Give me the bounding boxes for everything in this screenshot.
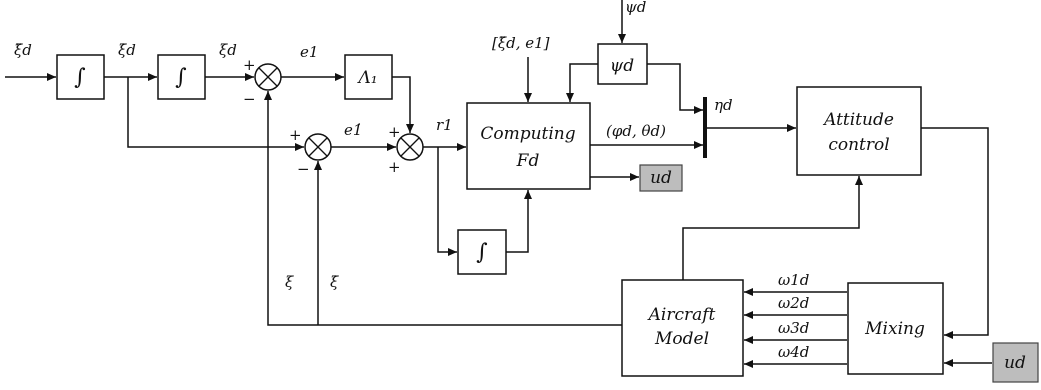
label-e1: e1 [300, 43, 319, 61]
integrator-symbol-2: ∫ [175, 65, 187, 90]
ud-label-bottom: ud [1004, 353, 1026, 373]
wire-int3-computing [506, 190, 528, 252]
label-xi-dot: ξ̇ [330, 273, 339, 291]
attitude-control-block [797, 87, 921, 175]
computing-block [467, 103, 590, 189]
wire-psi-etabar [647, 64, 703, 110]
summing-junction-2 [305, 134, 331, 160]
label-omega4: ω4d [778, 343, 810, 361]
integrator-block-3 [458, 230, 506, 274]
wire-xidot-sum2 [128, 77, 304, 147]
label-omega3: ω3d [778, 319, 810, 337]
psi-block-label: ψd [609, 56, 635, 76]
wire-psi-computing [570, 64, 598, 102]
psi-block [598, 44, 647, 84]
computing-label-line2: Fd [516, 151, 540, 171]
summing-junction-1 [255, 64, 281, 90]
label-e1-dot: e1̇ [344, 121, 363, 139]
sign-sum2-minus: − [297, 160, 310, 178]
attitude-label-line2: control [828, 135, 890, 155]
label-eta-d: ηd [714, 96, 733, 114]
label-r1: r1 [436, 116, 453, 134]
aircraft-label-line1: Aircraft [648, 305, 716, 325]
label-xi-d: ξd [219, 41, 237, 59]
wire-r1-int3 [438, 147, 457, 252]
sign-sum3-plus-a: + [388, 123, 401, 141]
ud-label-top: ud [650, 168, 672, 188]
mixing-label: Mixing [865, 319, 925, 339]
label-xi: ξ [285, 273, 294, 291]
computing-label-line1: Computing [480, 124, 576, 144]
integrator-block-2 [158, 55, 205, 99]
sign-sum1-plus: + [243, 56, 256, 74]
ud-block-bottom [993, 343, 1038, 382]
aircraft-label-line2: Model [654, 329, 710, 349]
ud-block-top [640, 165, 682, 191]
wire-aircraft-attitude [683, 176, 859, 280]
label-phi-theta: (φd, θd) [606, 122, 666, 140]
sign-sum2-plus: + [289, 126, 302, 144]
lambda-label: Λ₁ [358, 68, 378, 88]
lambda-block [345, 55, 392, 99]
label-xi-dd: ξ̈d [14, 41, 32, 59]
label-comp-input: [ξ̈d, e1] [492, 34, 550, 52]
mixing-block [848, 283, 943, 374]
sign-sum1-minus: − [243, 90, 256, 108]
label-omega2: ω2d [778, 294, 810, 312]
label-psi-d-top: ψd [625, 0, 647, 16]
label-xi-d-dot: ξ̇d [118, 41, 136, 59]
attitude-label-line1: Attitude [824, 110, 894, 130]
label-omega1: ω1d [778, 271, 810, 289]
summing-junction-3 [397, 134, 423, 160]
aircraft-model-block [622, 280, 743, 376]
integrator-symbol-1: ∫ [74, 65, 86, 90]
sign-sum3-plus-b: + [388, 158, 401, 176]
integrator-block-1 [57, 55, 104, 99]
integrator-symbol-3: ∫ [476, 240, 488, 265]
